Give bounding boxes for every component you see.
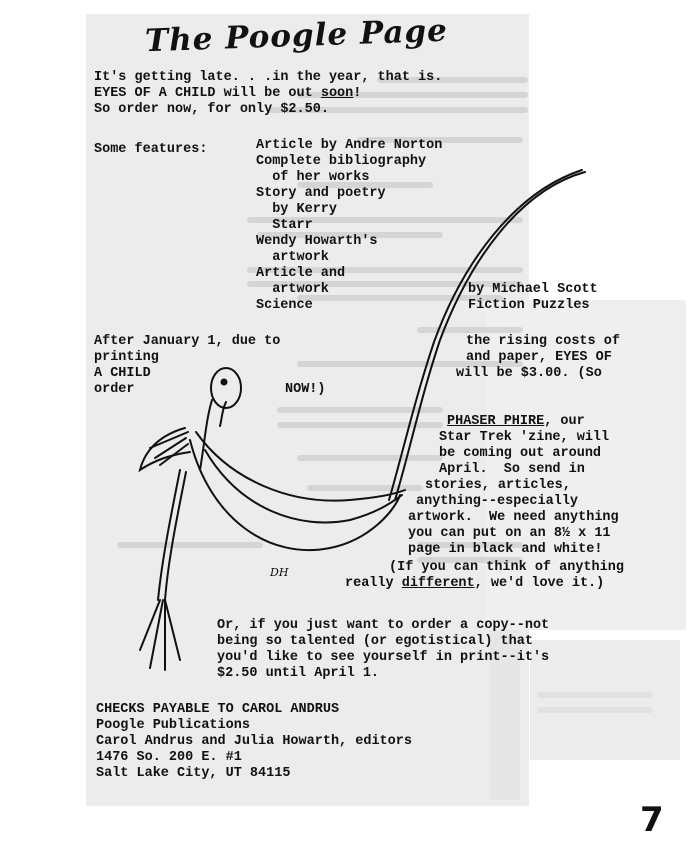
phaser-line: be coming out around [439, 446, 602, 461]
order-paragraph: $2.50 until April 1. [217, 666, 380, 681]
notice-left: order [94, 382, 135, 397]
phaser-line: April. So send in [439, 462, 585, 477]
phaser-line: (If you can think of anything [389, 560, 624, 575]
feature-item: artwork [256, 250, 329, 265]
intro-line-3: So order now, for only $2.50. [94, 102, 329, 117]
feature-item: Science [256, 298, 313, 313]
feature-item: Article by Andre Norton [256, 138, 443, 153]
phaser-line: anything--especially [416, 494, 579, 509]
notice-right: and paper, EYES OF [466, 350, 612, 365]
notice-left: A CHILD [94, 366, 151, 381]
feature-item: of her works [256, 170, 370, 185]
address-line: 1476 So. 200 E. #1 [96, 750, 242, 765]
address-line: Carol Andrus and Julia Howarth, editors [96, 734, 412, 749]
artist-initials: DH [270, 566, 289, 579]
intro-line-2: EYES OF A CHILD will be out soon! [94, 86, 362, 101]
phaser-line: artwork. We need anything [408, 510, 619, 525]
phaser-line: stories, articles, [425, 478, 571, 493]
feature-item: artwork [256, 282, 329, 297]
phaser-line: really different, we'd love it.) [345, 576, 605, 591]
notice-right: will be $3.00. (So [456, 366, 602, 381]
notice-left: After January 1, due to [94, 334, 281, 349]
feature-credit: by Michael Scott [468, 282, 598, 297]
notice-now: NOW!) [285, 382, 326, 397]
feature-item: Article and [256, 266, 346, 281]
address-line: CHECKS PAYABLE TO CAROL ANDRUS [96, 702, 340, 717]
order-paragraph: Or, if you just want to order a copy--not [217, 618, 550, 633]
feature-item: Starr [256, 218, 313, 233]
order-paragraph: being so talented (or egotistical) that [217, 634, 533, 649]
page-title: The Poogle Page [144, 12, 449, 60]
feature-item: Wendy Howarth's [256, 234, 378, 249]
address-line: Salt Lake City, UT 84115 [96, 766, 291, 781]
feature-item: Complete bibliography [256, 154, 427, 169]
phaser-line: page in black and white! [408, 542, 603, 557]
address-line: Poogle Publications [96, 718, 250, 733]
phaser-line: Star Trek 'zine, will [439, 430, 610, 445]
notice-left: printing [94, 350, 159, 365]
notice-right: the rising costs of [466, 334, 620, 349]
intro-line-1: It's getting late. . .in the year, that is. [94, 70, 443, 85]
phaser-line: PHASER PHIRE, our [447, 414, 585, 429]
feature-item: Story and poetry [256, 186, 386, 201]
order-paragraph: you'd like to see yourself in print--it's [217, 650, 550, 665]
feature-credit: Fiction Puzzles [468, 298, 590, 313]
phaser-line: you can put on an 8½ x 11 [408, 526, 611, 541]
page-number: 7 [640, 800, 664, 840]
features-label: Some features: [94, 142, 208, 157]
feature-item: by Kerry [256, 202, 338, 217]
